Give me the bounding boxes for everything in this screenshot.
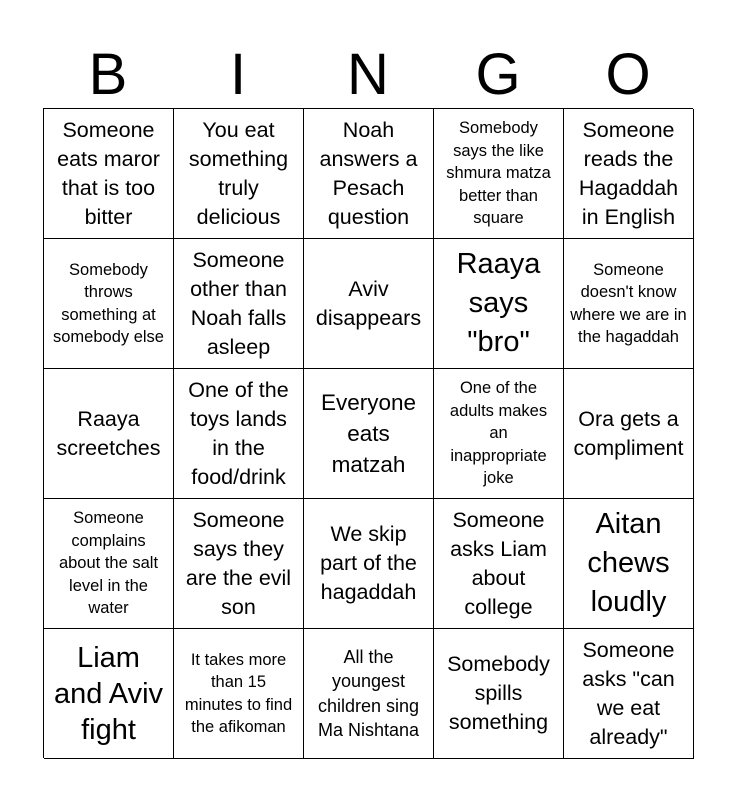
bingo-cell[interactable] — [434, 499, 564, 629]
bingo-cell[interactable] — [564, 109, 694, 239]
cell-text: We skip part of the hagaddah — [320, 522, 417, 604]
cell-text: Someone doesn't know where we are in the hagaddah — [570, 260, 687, 346]
cell-text: Aitan chews loudly — [587, 508, 670, 618]
bingo-grid — [43, 108, 693, 758]
cell-text: It takes more than 15 minutes to find the afikoman — [184, 650, 293, 736]
bingo-cell[interactable] — [564, 239, 694, 369]
cell-text: Someone complains about the salt level in the water — [58, 509, 159, 618]
header-letter-i: I — [229, 42, 247, 107]
bingo-cell[interactable] — [434, 109, 564, 239]
header-letter-b: B — [88, 42, 128, 107]
cell-text: Somebody spills something — [447, 652, 550, 734]
bingo-cell[interactable] — [174, 109, 304, 239]
cell-text: You eat something truly delicious — [188, 117, 289, 229]
bingo-cell[interactable] — [44, 239, 174, 369]
cell-text: Someone asks "can we eat already" — [582, 637, 675, 749]
cell-text: One of the toys lands in the food/drink — [188, 377, 289, 489]
header-letter-o: O — [605, 42, 651, 107]
cell-text: Someone says they are the evil son — [185, 507, 292, 619]
bingo-cell[interactable] — [174, 499, 304, 629]
bingo-cell[interactable] — [434, 369, 564, 499]
bingo-cell[interactable] — [44, 629, 174, 759]
bingo-cell[interactable] — [564, 369, 694, 499]
cell-text: Someone asks Liam about college — [450, 507, 547, 619]
bingo-cell[interactable] — [564, 499, 694, 629]
bingo-header — [43, 44, 693, 106]
cell-text: Liam and Aviv fight — [53, 641, 164, 746]
cell-text: Somebody throws something at somebody else — [53, 260, 164, 346]
cell-text: Everyone eats matzah — [320, 390, 417, 477]
bingo-cell[interactable] — [564, 629, 694, 759]
bingo-cell[interactable] — [44, 369, 174, 499]
cell-text: Noah answers a Pesach question — [319, 117, 418, 229]
cell-text: All the youngest children sing Ma Nishtana — [317, 646, 420, 740]
bingo-cell[interactable] — [434, 239, 564, 369]
bingo-cell[interactable] — [44, 499, 174, 629]
bingo-cell[interactable] — [174, 369, 304, 499]
header-letter-n: N — [347, 42, 389, 107]
cell-text: Ora gets a compliment — [573, 406, 684, 460]
cell-text: Raaya says "bro" — [456, 248, 541, 358]
bingo-cell[interactable] — [174, 239, 304, 369]
cell-text: One of the adults makes an inappropriate joke — [449, 379, 548, 488]
cell-text: Raaya screetches — [56, 406, 161, 460]
cell-text: Someone reads the Hagaddah in English — [578, 117, 679, 229]
bingo-cell[interactable] — [44, 109, 174, 239]
bingo-cell[interactable] — [304, 629, 434, 759]
cell-text: Someone eats maror that is too bitter — [57, 117, 160, 229]
bingo-cell[interactable] — [434, 629, 564, 759]
cell-text: Someone other than Noah falls asleep — [190, 247, 287, 359]
bingo-cell[interactable] — [304, 499, 434, 629]
bingo-cell[interactable] — [174, 629, 304, 759]
header-letter-g: G — [475, 42, 521, 107]
bingo-cell[interactable] — [304, 369, 434, 499]
cell-text: Aviv disappears — [315, 276, 422, 330]
cell-text: Somebody says the like shmura matza better than square — [446, 119, 551, 228]
bingo-cell[interactable] — [304, 109, 434, 239]
bingo-cell[interactable] — [304, 239, 434, 369]
